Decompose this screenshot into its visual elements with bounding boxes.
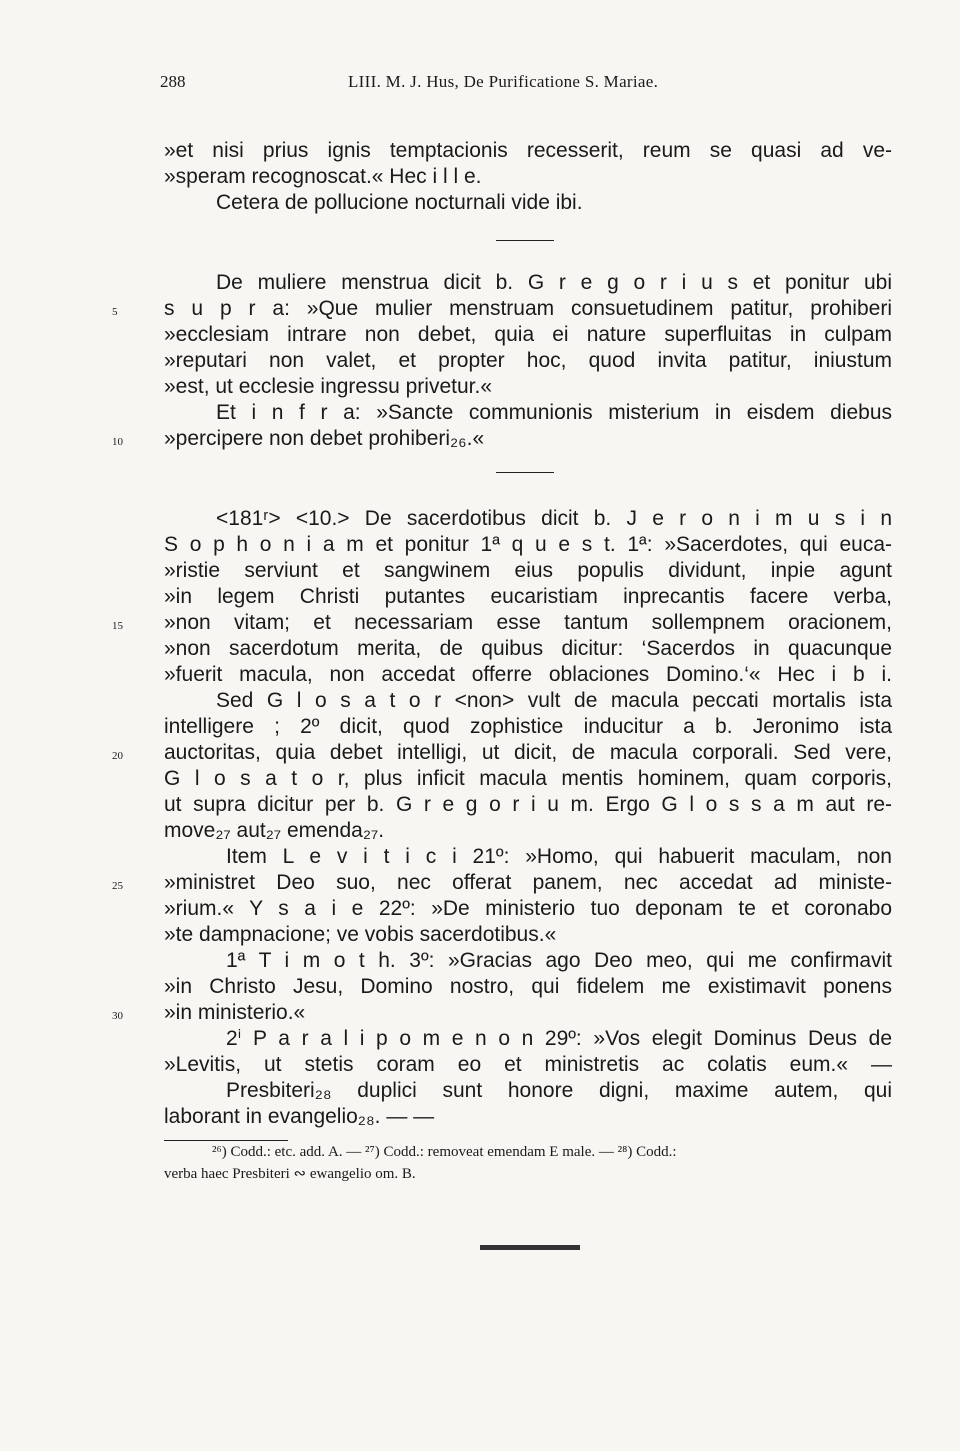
text-line: ut supra dicitur per b. G r e g o r i u m. Ergo G l o s s a m aut re- xyxy=(164,793,892,816)
text-line: »speram recognoscat.« Hec i l l e. xyxy=(164,165,482,188)
footnote-rule xyxy=(164,1140,288,1141)
text-line: intelligere ; 2º dicit, quod zophistice inducitur a b. Jeronimo ista xyxy=(164,715,892,738)
text-line: »reputari non valet, et propter hoc, quod invita patitur, iniustum xyxy=(164,349,892,372)
line-number: 15 xyxy=(112,620,123,632)
text-line: »ecclesiam intrare non debet, quia ei nature superfluitas in culpam xyxy=(164,323,892,346)
section-divider xyxy=(496,472,554,473)
text-line: »ristie serviunt et sangwinem eius populis dividunt, inpie agunt xyxy=(164,559,892,582)
text-line: »ministret Deo suo, nec offerat panem, nec accedat ad ministe- xyxy=(164,871,892,894)
text-line: »non vitam; et necessariam esse tantum sollempnem oracionem, xyxy=(164,611,892,634)
text-line: move₂₇ aut₂₇ emenda₂₇. xyxy=(164,819,385,842)
line-number: 25 xyxy=(112,880,123,892)
page-number: 288 xyxy=(160,72,186,91)
text-line: »fuerit macula, non accedat offerre oblaciones Domino.‘« Hec i b i. xyxy=(164,663,892,686)
text-line: »est, ut ecclesie ingressu privetur.« xyxy=(164,375,493,398)
line-number: 30 xyxy=(112,1010,123,1022)
text-line: Sed G l o s a t o r <non> vult de macula peccati mortalis ista xyxy=(216,689,892,712)
text-line: 1ª T i m o t h. 3º: »Gracias ago Deo meo, qui me confirmavit xyxy=(226,949,892,972)
running-head: LIII. M. J. Hus, De Purificatione S. Mariae. xyxy=(348,72,659,91)
end-ornament xyxy=(480,1245,580,1250)
text-line: »in Christo Jesu, Domino nostro, qui fidelem me existimavit ponens xyxy=(164,975,892,998)
footnote-line: ²⁶) Codd.: etc. add. A. — ²⁷) Codd.: removeat emendam E male. — ²⁸) Codd.: xyxy=(212,1144,677,1160)
footnote-line: verba haec Presbiteri ∾ ewangelio om. B. xyxy=(164,1166,416,1182)
text-line: De muliere menstrua dicit b. G r e g o r i u s et ponitur ubi xyxy=(216,271,892,294)
line-number: 20 xyxy=(112,750,123,762)
text-line: G l o s a t o r, plus inficit macula mentis hominem, quam corporis, xyxy=(164,767,892,790)
text-line: »non sacerdotum merita, de quibus dicitur: ‘Sacerdos in quacunque xyxy=(164,637,892,660)
text-line: S o p h o n i a m et ponitur 1ª q u e s t. 1ª: »Sacerdotes, qui euca- xyxy=(164,533,892,556)
text-line: Item L e v i t i c i 21º: »Homo, qui habuerit maculam, non xyxy=(226,845,892,868)
text-line: <181ʳ> <10.> De sacerdotibus dicit b. J e r o n i m u s i n xyxy=(216,507,892,530)
text-line: »et nisi prius ignis temptacionis recesserit, reum se quasi ad ve- xyxy=(164,139,892,162)
text-line: »percipere non debet prohiberi₂₆.« xyxy=(164,427,485,450)
text-line: Presbiteri₂₈ duplici sunt honore digni, maxime autem, qui xyxy=(226,1079,892,1102)
text-line: s u p r a: »Que mulier menstruam consuetudinem patitur, prohiberi xyxy=(164,297,892,320)
text-line: Et i n f r a: »Sancte communionis misterium in eisdem diebus xyxy=(216,401,892,424)
text-line: »in legem Christi putantes eucaristiam inprecantis facere verba, xyxy=(164,585,892,608)
text-line: »in ministerio.« xyxy=(164,1001,306,1024)
text-line: 2ⁱ P a r a l i p o m e n o n 29º: »Vos elegit Dominus Deus de xyxy=(226,1027,892,1050)
text-line: auctoritas, quia debet intelligi, ut dicit, de macula corporali. Sed vere, xyxy=(164,741,892,764)
text-line: »rium.« Y s a i e 22º: »De ministerio tuo deponam te et coronabo xyxy=(164,897,892,920)
text-line: »te dampnacione; ve vobis sacerdotibus.« xyxy=(164,923,557,946)
text-line: Cetera de pollucione nocturnali vide ibi. xyxy=(216,191,583,214)
text-line: laborant in evangelio₂₈. — — xyxy=(164,1105,435,1128)
text-line: »Levitis, ut stetis coram eo et ministretis ac colatis eum.« — xyxy=(164,1053,892,1076)
section-divider xyxy=(496,240,554,241)
line-number: 5 xyxy=(112,306,118,318)
line-number: 10 xyxy=(112,436,123,448)
